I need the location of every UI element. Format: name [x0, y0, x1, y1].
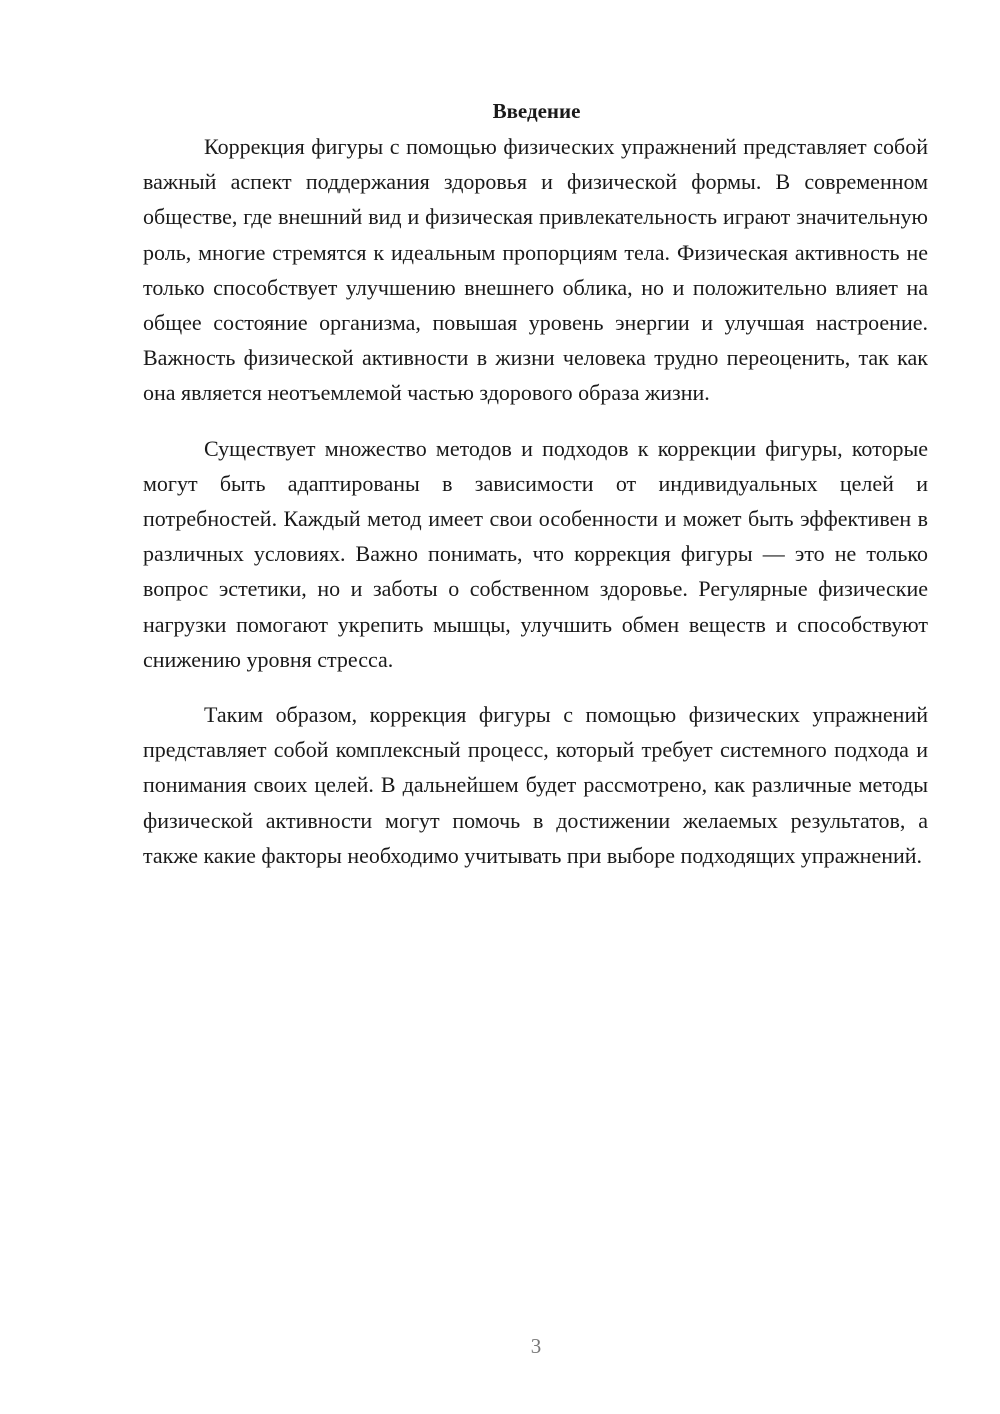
paragraph-1: Коррекция фигуры с помощью физических упражнений представляет собой важный аспект поддержания здоровья и физической формы. В современном обществе, где внешний вид и физическая привлекательность играют значительную роль, многие стремятся к идеальным пропорциям тела. Физическая активность не только способствует улучшению внешнего облика, но и положительно влияет на общее состояние организма, повышая уровень энергии и улучшая настроение. Важность физической активности в жизни человека трудно переоценить, так как она является неотъемлемой частью здорового образа жизни. [143, 134, 928, 406]
paragraph-2: Существует множество методов и подходов к коррекции фигуры, которые могут быть адаптированы в зависимости от индивидуальных целей и потребностей. Каждый метод имеет свои особенности и может быть эффективен в различных условиях. Важно понимать, что коррекция фигуры — это не только вопрос эстетики, но и заботы о собственном здоровье. Регулярные физические нагрузки помогают укрепить мышцы, улучшить обмен веществ и способствуют снижению уровня стресса. [143, 435, 928, 672]
section-title: Введение [492, 99, 581, 123]
page-number: 3 [530, 1334, 542, 1358]
paragraph-3: Таким образом, коррекция фигуры с помощью физических упражнений представляет собой комплексный процесс, который требует системного подхода и понимания своих целей. В дальнейшем будет рассмотрено, как различные методы физической активности могут помочь в достижении желаемых результатов, а также какие факторы необходимо учитывать при выборе подходящих упражнений. [143, 702, 928, 868]
page-body [143, 96, 928, 893]
